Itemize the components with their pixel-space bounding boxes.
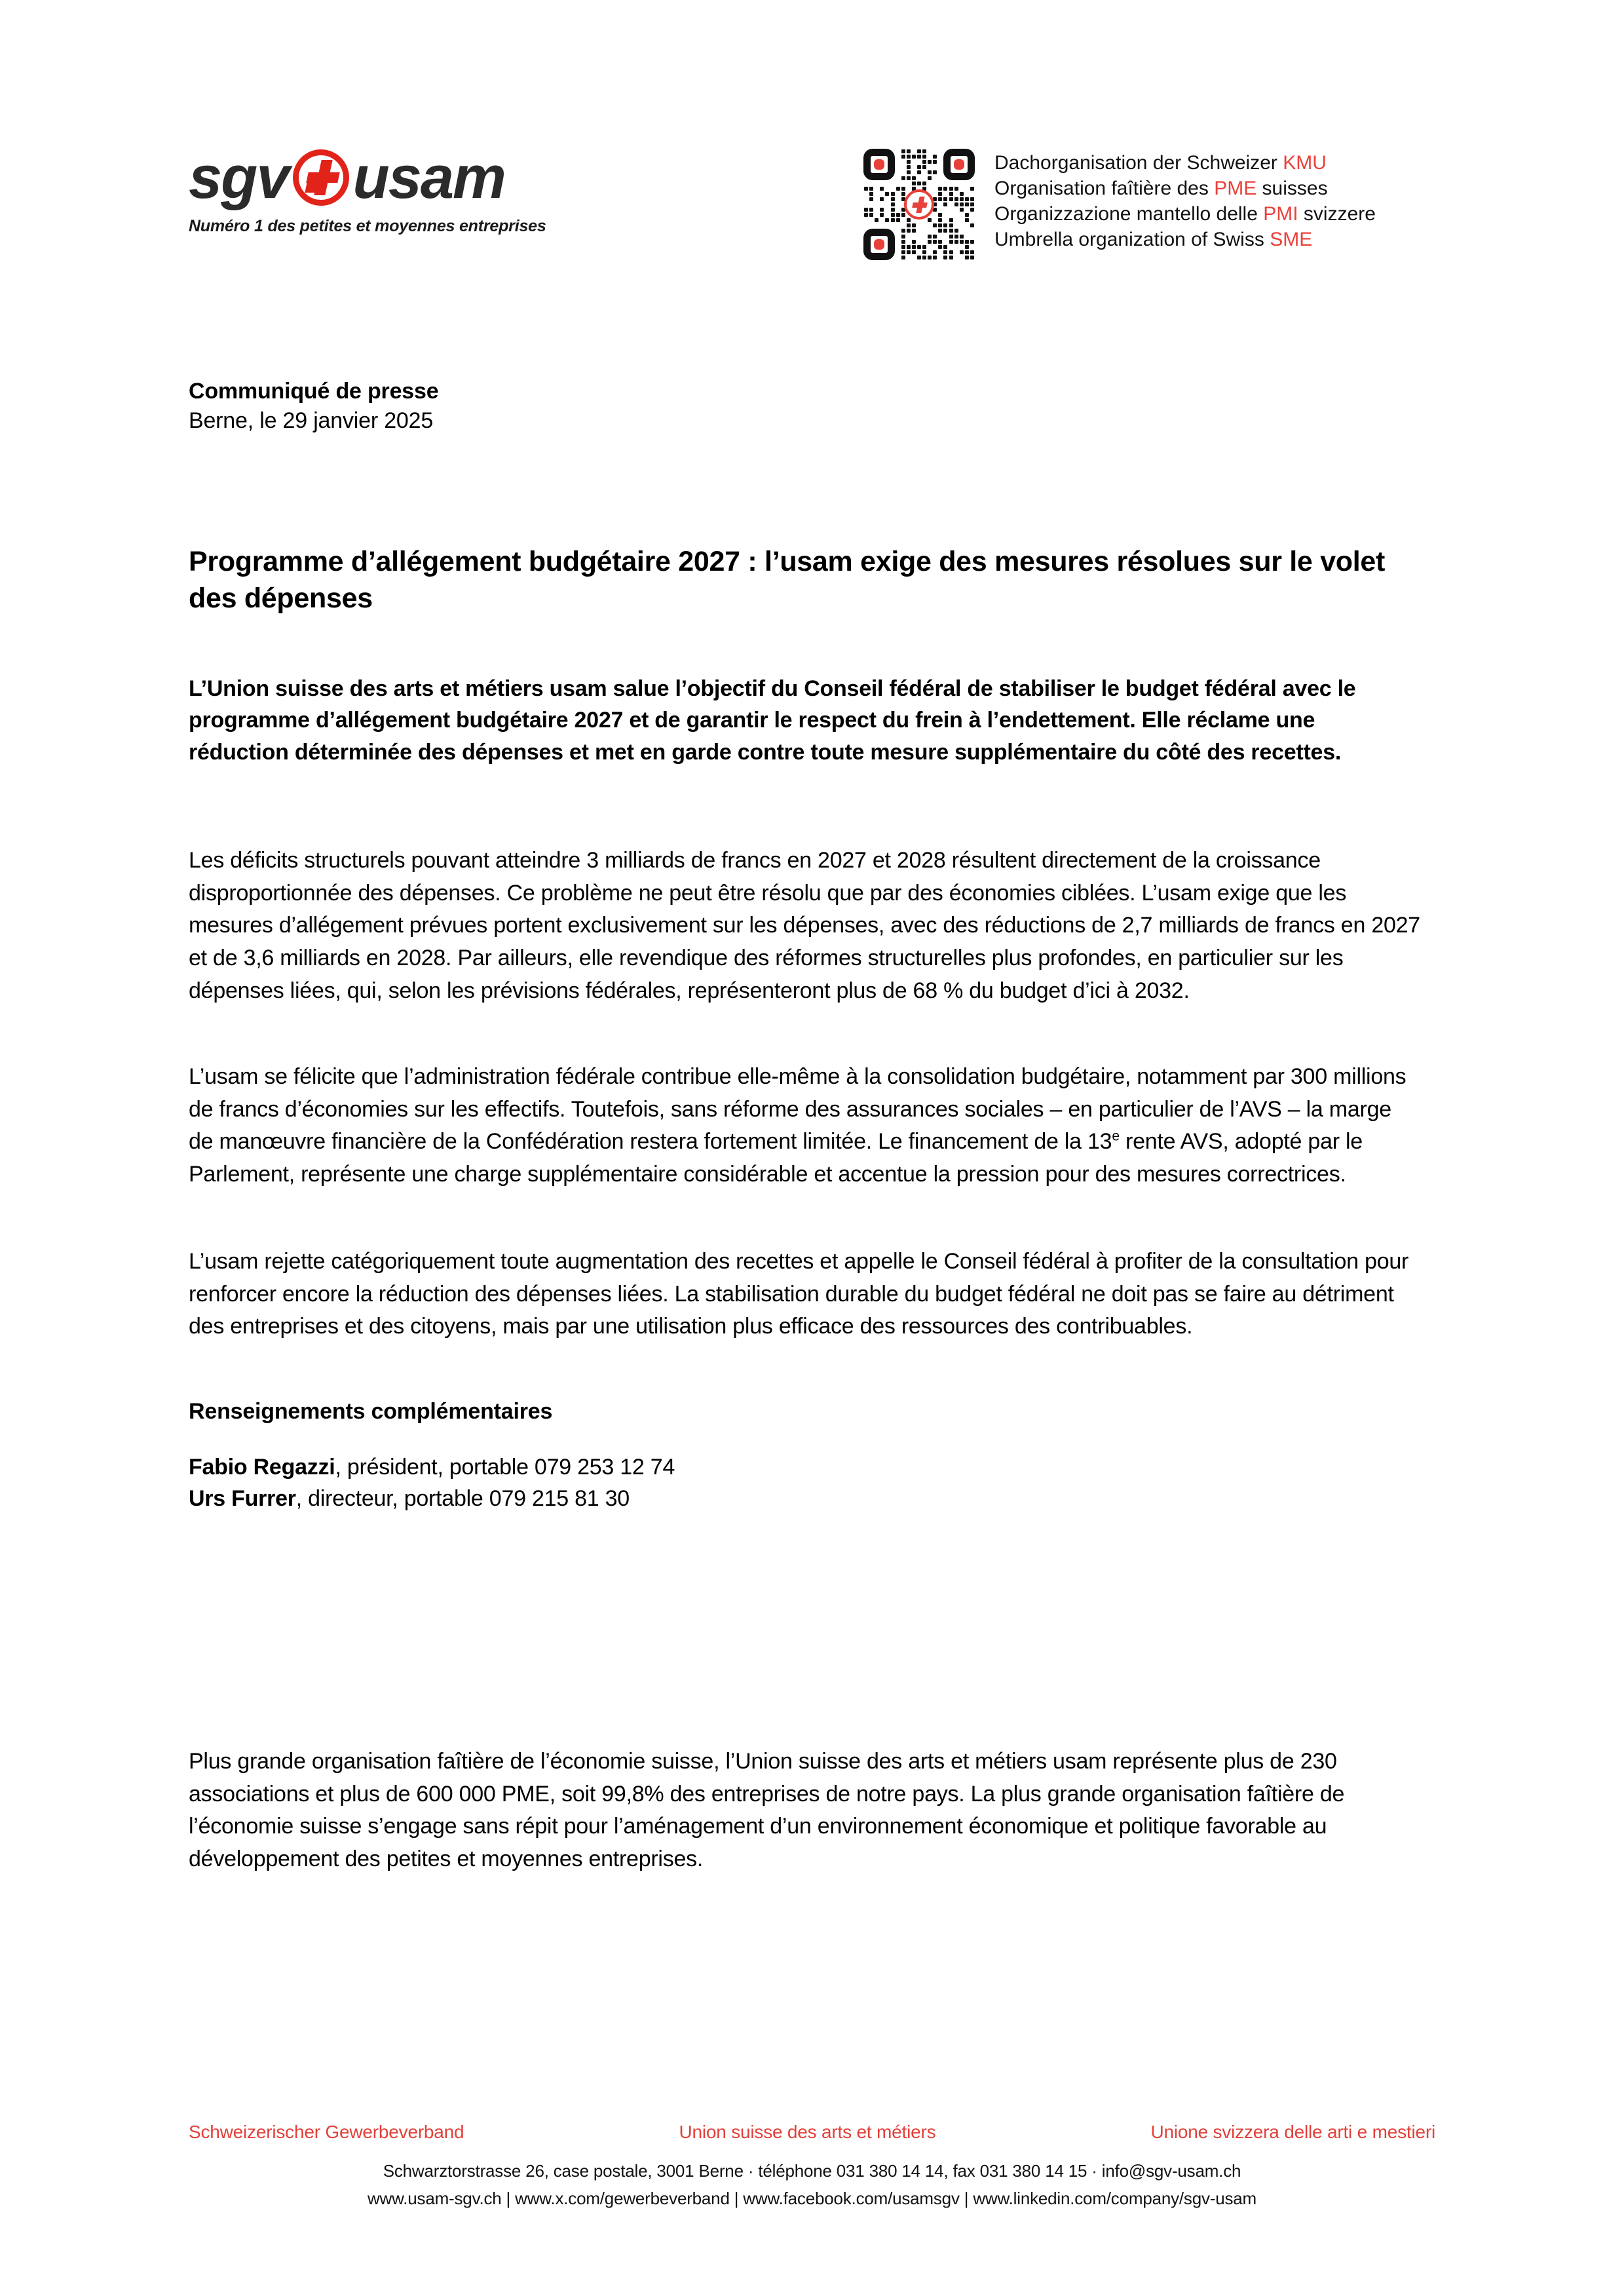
qr-finder-top-right: [943, 149, 975, 180]
document-body: [189, 377, 1433, 1871]
document-kicker: Communiqué de presse: [189, 379, 439, 404]
claim-en-highlight: SME: [1270, 229, 1313, 250]
footer-org-it: Unione svizzera delle arti e mestieri: [1150, 2121, 1435, 2142]
body-paragraph-1: Les déficits structurels pouvant atteindre 3 milliards de francs en 2027 et 2028 résultent directement de la croissance disproportionnée des dépenses. Ce problème ne peut être résolu que par des économies ciblées. L’usam exige que les mesures d’allégement prévues portent exclusivement sur les dépenses, avec des réductions de 2,7 milliards de francs en 2027 et de 3,6 milliards en 2028. Par ailleurs, elle revendique des réformes structurelles plus profondes, en particulier sur les dépenses liées, qui, selon les prévisions fédérales, représenteront plus de 68 % du budget d’ici à 2032.: [189, 848, 1420, 1003]
logo-text-sgv: sgv: [189, 144, 289, 211]
footer-org-names: [189, 2122, 1435, 2143]
claim-it-text: Organizzazione mantello delle: [994, 203, 1264, 225]
qr-center-logo-icon: [904, 189, 934, 220]
claim-fr-text: Organisation faîtière des: [994, 178, 1215, 199]
contact-detail: , président, portable 079 253 12 74: [335, 1455, 675, 1480]
usam-logo: [189, 144, 595, 236]
claim-fr-highlight: PME: [1214, 178, 1257, 199]
body-paragraph-3: L’usam rejette catégoriquement toute augmentation des recettes et appelle le Conseil fédéral à profiter de la consultation pour renforcer encore la réduction des dépenses liées. La stabilisation durable du budget fédéral ne doit pas se faire au détriment des entreprises et des citoyens, mais par une utilisation plus efficace des ressources des contribuables.: [189, 1249, 1409, 1339]
boilerplate-paragraph: Plus grande organisation faîtière de l’économie suisse, l’Union suisse des arts et métiers usam représente plus de 230 associations et plus de 600 000 PME, soit 99,8% des entreprises de notre pays. La plus grande organisation faîtière de l’économie suisse s’engage sans répit pour l’aménagement d’un environnement économique et politique favorable au développement des petites et moyennes entreprises.: [189, 1749, 1345, 1871]
footer-org-fr: Union suisse des arts et métiers: [679, 2121, 936, 2142]
logo-tagline: Numéro 1 des petites et moyennes entreprises: [189, 217, 546, 235]
claim-line-it: [994, 201, 1376, 227]
qr-finder-top-left: [863, 149, 895, 180]
footer-org-de: Schweizerischer Gewerbeverband: [189, 2121, 464, 2142]
claim-de-highlight: KMU: [1283, 152, 1327, 174]
document-dateline: Berne, le 29 janvier 2025: [189, 408, 434, 433]
footer-links-line[interactable]: www.usam-sgv.ch | www.x.com/gewerbeverband | www.facebook.com/usamsgv | www.linkedin.com/company/sgv-usam: [367, 2188, 1257, 2208]
body-paragraph-2-before: L’usam se félicite que l’administration fédérale contribue elle-même à la consolidation budgétaire, notamment par 300 millions de francs d’économies sur les effectifs. Toutefois, sans réforme des assurances sociales – en particulier de l’AVS – la marge de manœuvre financière de la Confédération restera fortement limitée. Le financement de la 13: [189, 1064, 1407, 1155]
contacts-list: [189, 1451, 675, 1515]
document-footer: [189, 2122, 1435, 2212]
contact-name: Fabio Regazzi: [189, 1455, 335, 1480]
claim-it-suffix: svizzere: [1298, 203, 1376, 225]
contact-detail: , directeur, portable 079 215 81 30: [295, 1486, 630, 1512]
document-header: [0, 141, 1624, 285]
claim-line-en: [994, 227, 1376, 252]
lead-paragraph: L’Union suisse des arts et métiers usam salue l’objectif du Conseil fédéral de stabiliser le budget fédéral avec le programme d’allégement budgétaire 2027 et de garantir le respect du frein à l’endettement. Elle réclame une réduction déterminée des dépenses et met en garde contre toute mesure supplémentaire du côté des recettes.: [189, 676, 1356, 765]
swiss-cross-circle-icon: [293, 149, 349, 206]
logo-wordmark: [189, 144, 595, 211]
claim-line-de: [994, 150, 1376, 176]
page-title: Programme d’allégement budgétaire 2027 : l’usam exige des mesures résolues sur le volet des dépenses: [189, 546, 1386, 614]
body-paragraph-2: [189, 1061, 1420, 1191]
claims-list: [994, 149, 1376, 252]
claim-de-text: Dachorganisation der Schweizer: [994, 152, 1283, 174]
claim-fr-suffix: suisses: [1256, 178, 1328, 199]
footer-address-line: Schwarztorstrasse 26, case postale, 3001 Berne · téléphone 031 380 14 14, fax 031 380 14 15 · info@sgv-usam.ch: [383, 2160, 1241, 2181]
claim-en-text: Umbrella organization of Swiss: [994, 229, 1270, 250]
contacts-heading: Renseignements complémentaires: [189, 1399, 553, 1424]
claims-block: [863, 149, 1376, 260]
qr-finder-bottom-left: [863, 229, 895, 260]
claim-line-fr: [994, 176, 1376, 201]
qr-code-icon[interactable]: [863, 149, 975, 260]
contact-item: [189, 1451, 675, 1483]
body-paragraph-2-after: rente AVS, adopté par le Parlement, représente une charge supplémentaire considérable et accentue la pression pour des mesures correctrices.: [189, 1129, 1363, 1187]
claim-it-highlight: PMI: [1263, 203, 1298, 225]
ordinal-superscript: e: [1112, 1128, 1120, 1144]
contact-name: Urs Furrer: [189, 1486, 296, 1512]
contact-item: [189, 1483, 675, 1514]
logo-text-usam: usam: [352, 144, 505, 211]
